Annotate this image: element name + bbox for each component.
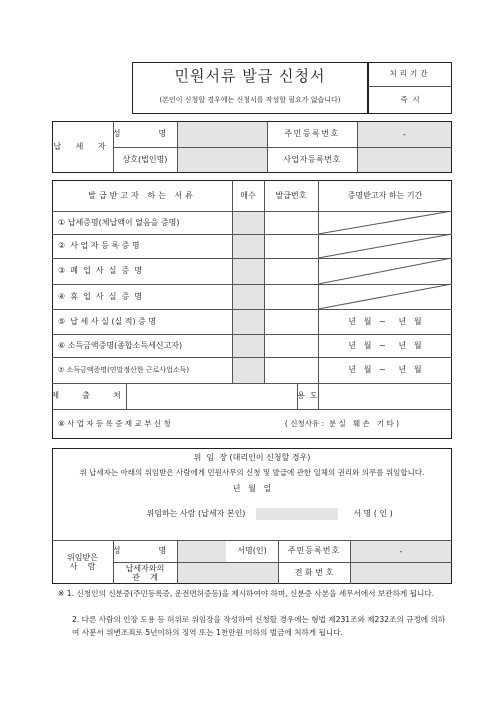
- submit-to-field[interactable]: [127, 384, 297, 409]
- applicant-rrn-field[interactable]: -: [403, 129, 406, 139]
- use-label: 용 도: [297, 391, 318, 401]
- agent-phone-label: 전 화 번 호: [294, 568, 334, 578]
- agent-section-label: 위임받은 사 람: [67, 552, 98, 571]
- note-2: 2. 다른 사람의 인장 도용 등 허위로 위임장을 작성하여 신청할 경우에는 형법 제231조와 제232조의 규정에 의하여 사문서 위변조죄로 5년이하의 징역 또는 1천만원 이하의 벌금에 처하게 됩니다.: [72, 615, 446, 637]
- doc-row-6-period[interactable]: 년 월 ~ 년 월: [348, 340, 422, 350]
- agent-relation-label: 납세자와의 관 계: [125, 563, 165, 582]
- agent-name-label: 성 명: [112, 546, 178, 556]
- applicant-rrn-label: 주민등록번호: [284, 129, 340, 139]
- header-copies: 매수: [240, 190, 256, 200]
- reissue-label[interactable]: ⑧ 사 업 자 등 록 증 재 교 부 신 청: [58, 418, 171, 428]
- doc-row-5-label[interactable]: ⑤ 납 세 사 실 (실 적) 증 명: [58, 316, 157, 326]
- doc-row-7-label[interactable]: ⑦ 소득금액증명(연말정산한 근로사업소득): [58, 365, 190, 374]
- delegator-name-field[interactable]: [256, 508, 338, 520]
- applicant-name-label: 성 명: [112, 129, 178, 139]
- agent-sign[interactable]: 서명(인): [237, 546, 267, 556]
- applicant-name-field[interactable]: [178, 122, 267, 147]
- applicant-brn-label: 사업자등록번호: [283, 155, 341, 165]
- delegator-label: 위임하는 사람 (납세자 본인): [146, 509, 246, 519]
- doc-row-3-label[interactable]: ③ 폐 업 사 실 증 명: [58, 266, 143, 276]
- header-period: 증명받고자 하는 기간: [347, 190, 423, 200]
- processing-value: 즉 시: [400, 94, 420, 104]
- processing-label: 처리기간: [389, 68, 431, 78]
- form-subtitle: (본인이 신청할 경우에는 신청서를 작성할 필요가 없습니다): [159, 95, 341, 104]
- header-issue-number: 발급번호: [275, 190, 307, 200]
- agent-phone-field[interactable]: [351, 563, 451, 583]
- doc-row-1-label[interactable]: ① 납세증명(체납액이 없음을 증명): [58, 217, 180, 227]
- note-1: ※ 1. 신청인의 신분증(주민등록증, 운전면허증등)을 제시하여야 하며, 신분증 사본을 세무서에서 보관하게 됩니다.: [58, 589, 435, 598]
- agent-rrn-label: 주민등록번호: [287, 546, 341, 556]
- applicant-section-label: 납 세 자: [53, 142, 112, 152]
- delegation-text: 위 납세자는 아래의 위임받은 사람에게 민원사무의 신청 및 발급에 관한 일체의 권리와 의무를 위임합니다.: [79, 468, 425, 478]
- doc-row-4-label[interactable]: ④ 휴 업 사 실 증 명: [58, 291, 143, 301]
- doc-row-7-period[interactable]: 년 월 ~ 년 월: [348, 365, 422, 375]
- delegator-sign[interactable]: 서 명 ( 인 ): [353, 509, 393, 519]
- submit-to-label: 제 출 처: [51, 391, 127, 401]
- period-diagonals: [318, 211, 452, 309]
- agent-name-field[interactable]: [178, 541, 226, 562]
- applicant-brn-field[interactable]: [358, 148, 451, 172]
- agent-relation-field[interactable]: [178, 563, 278, 583]
- header-document-type: 발급받고자 하는 서류: [88, 190, 196, 200]
- use-field[interactable]: [319, 384, 452, 409]
- agent-rrn-field[interactable]: -: [399, 546, 403, 556]
- applicant-company-label: 상호(법인명): [122, 155, 168, 165]
- delegation-title: 위 임 장 (대리인이 신청할 경우): [193, 453, 311, 463]
- doc-row-5-period[interactable]: 년 월 ~ 년 월: [348, 316, 422, 326]
- form-title: 민원서류 발급 신청서: [174, 67, 326, 86]
- delegation-date[interactable]: 년 월 일: [232, 483, 272, 493]
- reissue-reason[interactable]: ( 신청사유 : 분 실 훼 손 기 타 ): [284, 418, 400, 428]
- doc-row-2-label[interactable]: ② 사 업 자 등 록 증 명: [58, 241, 140, 251]
- doc-row-6-label[interactable]: ⑥ 소득금액증명(종합소득세신고자): [58, 340, 183, 350]
- applicant-company-field[interactable]: [178, 148, 267, 172]
